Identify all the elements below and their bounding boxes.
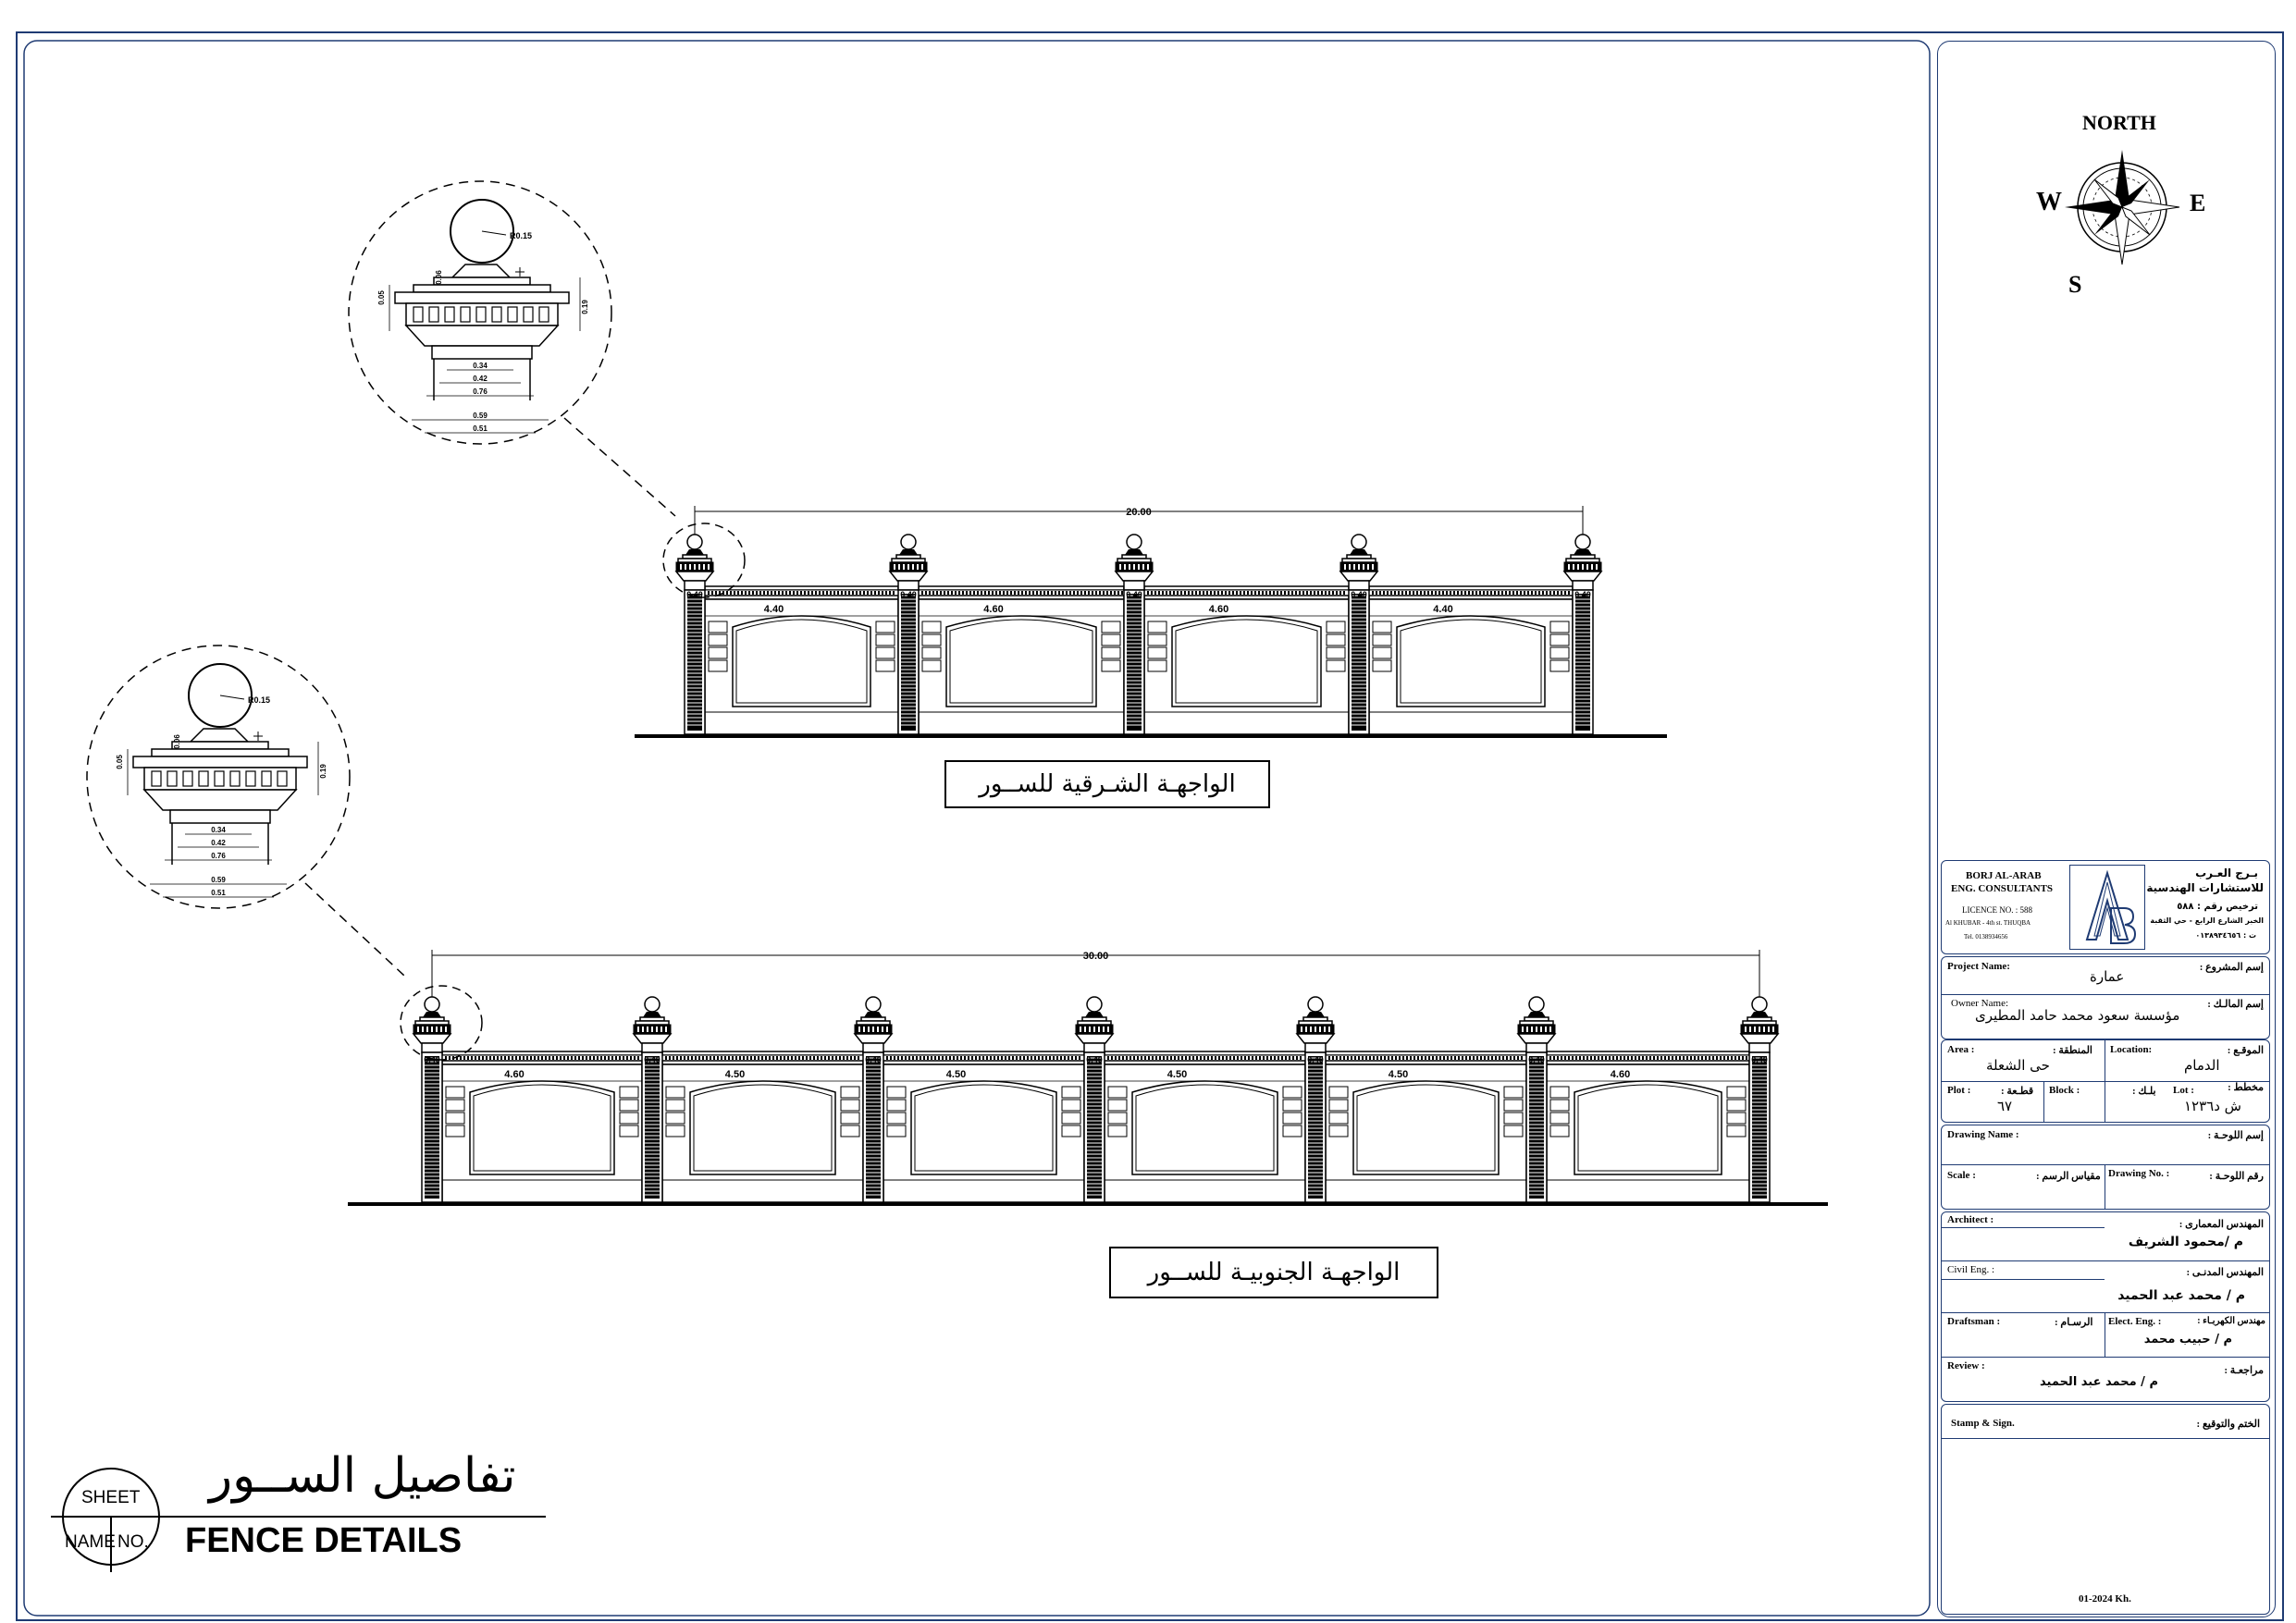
drawing-name-label: Drawing Name : — [1947, 1129, 2019, 1140]
compass-west-label: W — [2036, 188, 2062, 216]
east-elevation-caption: الواجهـة الشـرقية للســور — [944, 760, 1270, 808]
pier-width-label: 0.40 — [424, 1055, 440, 1064]
fence-panel — [883, 1051, 1084, 1202]
lot-value: ش د١٢٣٦ — [2184, 1098, 2241, 1114]
lot-label-ar: مخطط : — [2228, 1082, 2264, 1093]
drawing-no-label-ar: رقم اللوحـة : — [2209, 1171, 2264, 1182]
project-box — [1941, 956, 2270, 1039]
location-label: Location: — [2110, 1044, 2153, 1055]
bay-dimension-label: 4.50 — [1167, 1069, 1188, 1080]
stamp-box — [1941, 1404, 2270, 1615]
detail-dimension-label: 0.59 — [211, 876, 226, 884]
ball-radius-label: R0.15 — [510, 231, 533, 240]
company-name-en-2: ENG. CONSULTANTS — [1951, 883, 2054, 894]
plot-label-ar: قطـعة : — [2001, 1086, 2034, 1097]
civil-label-ar: المهندس المدنـى : — [2186, 1267, 2264, 1278]
owner-name: مؤسسة سعود محمد حامد المطيرى — [1975, 1007, 2180, 1024]
sheet-name-label: NAME — [65, 1532, 116, 1552]
company-licence: LICENCE NO. : 588 — [1962, 905, 2032, 915]
cap-tier — [434, 277, 530, 285]
architect-name: م /محمود الشريف — [2128, 1235, 2243, 1249]
cap-neck — [452, 264, 510, 277]
area-label-ar: المنطقة : — [2053, 1045, 2092, 1056]
company-tel-ar: ت : ٠١٣٨٩٣٤٦٥٦ — [2195, 931, 2256, 940]
block-label: Block : — [2049, 1085, 2080, 1096]
stamp-label: Stamp & Sign. — [1951, 1418, 2015, 1429]
bay-dimension-label: 4.50 — [945, 1069, 967, 1080]
cap-neck — [191, 729, 248, 742]
east-elevation — [635, 506, 1667, 736]
team-box — [1941, 1211, 2270, 1402]
plot-label: Plot : — [1947, 1085, 1971, 1096]
bay-dimension-label: 4.60 — [504, 1069, 525, 1080]
project-name-label-ar: إسم المشروع : — [2199, 962, 2264, 973]
drawing-no-label: Drawing No. : — [2108, 1168, 2170, 1179]
fence-panel — [1326, 1051, 1526, 1202]
scale-label: Scale : — [1947, 1170, 1976, 1181]
ball-radius-label: R0.15 — [248, 695, 271, 705]
owner-label: Owner Name: — [1951, 998, 2009, 1009]
company-name-ar-2: للاستشارات الهندسية — [2146, 881, 2264, 894]
overall-dimension-label: 20.00 — [1126, 507, 1152, 518]
pier-width-label: 0.40 — [1307, 1055, 1324, 1064]
detail-dimension-label: 0.76 — [473, 387, 488, 396]
bay-dimension-label: 4.50 — [1388, 1069, 1409, 1080]
bay-dimension-label: 4.60 — [1610, 1069, 1631, 1080]
project-name: عمارة — [2090, 968, 2125, 985]
fence-panel — [919, 586, 1124, 734]
detail-dimension-label: 0.59 — [473, 412, 488, 420]
fence-panel — [1144, 586, 1349, 734]
area-value: حى الشعلة — [1986, 1057, 2050, 1074]
company-logo — [2069, 865, 2145, 950]
bay-dimension-label: 4.60 — [1208, 604, 1229, 615]
elect-label-ar: مهندس الكهربـاء : — [2197, 1316, 2265, 1326]
sheet-title-arabic: تفاصيل الســور — [209, 1448, 516, 1504]
detail-dimension-label: 0.76 — [211, 852, 226, 860]
location-label-ar: الموقـع : — [2227, 1045, 2264, 1056]
plot-value: ٦٧ — [1997, 1098, 2013, 1114]
cap-tier — [133, 756, 307, 768]
draftsman-label: Draftsman : — [1947, 1316, 2001, 1327]
drawing-name-label-ar: إسم اللوحـة : — [2207, 1130, 2264, 1141]
block-label-ar: بلـك : — [2132, 1086, 2156, 1097]
pier-width-label: 0.40 — [1528, 1055, 1545, 1064]
south-elevation — [348, 950, 1828, 1204]
pier-width-label: 0.40 — [1574, 590, 1591, 599]
architect-label-ar: المهندس المعمارى : — [2179, 1219, 2264, 1230]
detail-vertical-label: 0.05 — [116, 755, 124, 769]
pier-width-label: 0.40 — [686, 590, 703, 599]
company-address-ar: الخبر الشارع الرابع - حي الثقبة — [2150, 916, 2264, 925]
location-value: الدمام — [2184, 1057, 2220, 1074]
detail-dimension-label: 0.34 — [473, 362, 488, 370]
pier-cap-detail-top — [349, 181, 611, 444]
compass-east-label: E — [2190, 190, 2206, 216]
fence-panel — [1105, 1051, 1305, 1202]
drawing-info-box — [1941, 1125, 2270, 1210]
lot-label: Lot : — [2173, 1085, 2194, 1096]
location-box — [1941, 1039, 2270, 1123]
company-box — [1941, 860, 2270, 954]
compass-north-label: NORTH — [2082, 111, 2156, 134]
pier-width-label: 0.40 — [644, 1055, 660, 1064]
fence-panel — [1547, 1051, 1749, 1202]
compass-south-label: S — [2068, 271, 2082, 298]
pier-cap-detail-bottom — [87, 646, 350, 908]
area-label: Area : — [1947, 1044, 1975, 1055]
date-code: 01-2024 Kh. — [2079, 1593, 2131, 1605]
pier-width-label: 0.40 — [1086, 1055, 1103, 1064]
company-tel: Tel. 0138934656 — [1964, 933, 2008, 941]
drawing-frame — [24, 41, 1930, 1616]
company-name-en-1: BORJ AL-ARAB — [1966, 870, 2042, 881]
sheet-title: FENCE DETAILS — [185, 1521, 463, 1560]
fence-panel — [1369, 586, 1573, 734]
detail-vertical-label: 0.06 — [173, 734, 181, 749]
cap-base — [144, 790, 296, 810]
stamp-label-ar: الختم والتوقيع : — [2196, 1419, 2260, 1430]
sheet-no-label: NO. — [117, 1532, 149, 1552]
company-licence-ar: ترخيص رقم : ٥٨٨ — [2177, 902, 2258, 912]
overall-dimension-label: 30.00 — [1082, 951, 1109, 962]
company-address: Al KHUBAR - 4th st. THUQBA — [1945, 919, 2031, 927]
south-elevation-caption: الواجهـة الجنوبيـة للســور — [1109, 1247, 1438, 1298]
review-label: Review : — [1947, 1360, 1985, 1371]
detail-vertical-label: 0.19 — [581, 300, 589, 314]
owner-label-ar: إسم المالـك : — [2207, 999, 2264, 1010]
detail-dimension-label: 0.51 — [211, 889, 226, 897]
cap-base — [406, 326, 558, 346]
pier-width-label: 0.40 — [1351, 590, 1367, 599]
detail-dimension-label: 0.51 — [473, 424, 488, 433]
company-name-ar-1: بـرج العـرب — [2195, 867, 2258, 879]
detail-vertical-label: 0.19 — [319, 764, 327, 779]
fence-panel — [442, 1051, 642, 1202]
architect-label: Architect : — [1947, 1214, 1994, 1225]
pier-width-label: 0.40 — [900, 590, 917, 599]
elect-name: م / حبيب محمد — [2143, 1333, 2232, 1346]
cap-collar — [170, 810, 270, 823]
scale-label-ar: مقياس الرسم : — [2036, 1171, 2101, 1182]
review-name: م / محمد عبد الحميد — [2040, 1375, 2158, 1389]
bay-dimension-label: 4.40 — [1433, 604, 1453, 615]
cap-tier — [414, 285, 550, 292]
pier-width-label: 0.40 — [865, 1055, 882, 1064]
detail-leader-line — [305, 883, 404, 976]
cap-tier — [395, 292, 569, 303]
bay-dimension-label: 4.60 — [983, 604, 1004, 615]
detail-vertical-label: 0.05 — [377, 290, 386, 305]
cap-tier — [172, 742, 268, 749]
project-name-label: Project Name: — [1947, 961, 2010, 972]
bay-dimension-label: 4.50 — [724, 1069, 746, 1080]
pier-width-label: 0.40 — [1751, 1055, 1768, 1064]
cap-collar — [432, 346, 532, 359]
cap-tier — [152, 749, 289, 756]
pier-width-label: 0.40 — [1126, 590, 1142, 599]
detail-dimension-label: 0.42 — [211, 839, 226, 847]
fence-panel — [662, 1051, 863, 1202]
review-label-ar: مراجعـة : — [2224, 1365, 2264, 1376]
detail-dimension-label: 0.34 — [211, 826, 226, 834]
detail-dimension-label: 0.42 — [473, 375, 488, 383]
civil-label: Civil Eng. : — [1947, 1264, 1995, 1275]
detail-leader-line — [564, 418, 675, 516]
civil-name: م / محمد عبد الحميد — [2117, 1288, 2245, 1303]
fence-panel — [705, 586, 898, 734]
draftsman-label-ar: الرسـام : — [2055, 1317, 2093, 1328]
sheet-label: SHEET — [81, 1488, 141, 1507]
elect-label: Elect. Eng. : — [2108, 1316, 2162, 1327]
detail-vertical-label: 0.06 — [435, 270, 443, 285]
bay-dimension-label: 4.40 — [763, 604, 784, 615]
